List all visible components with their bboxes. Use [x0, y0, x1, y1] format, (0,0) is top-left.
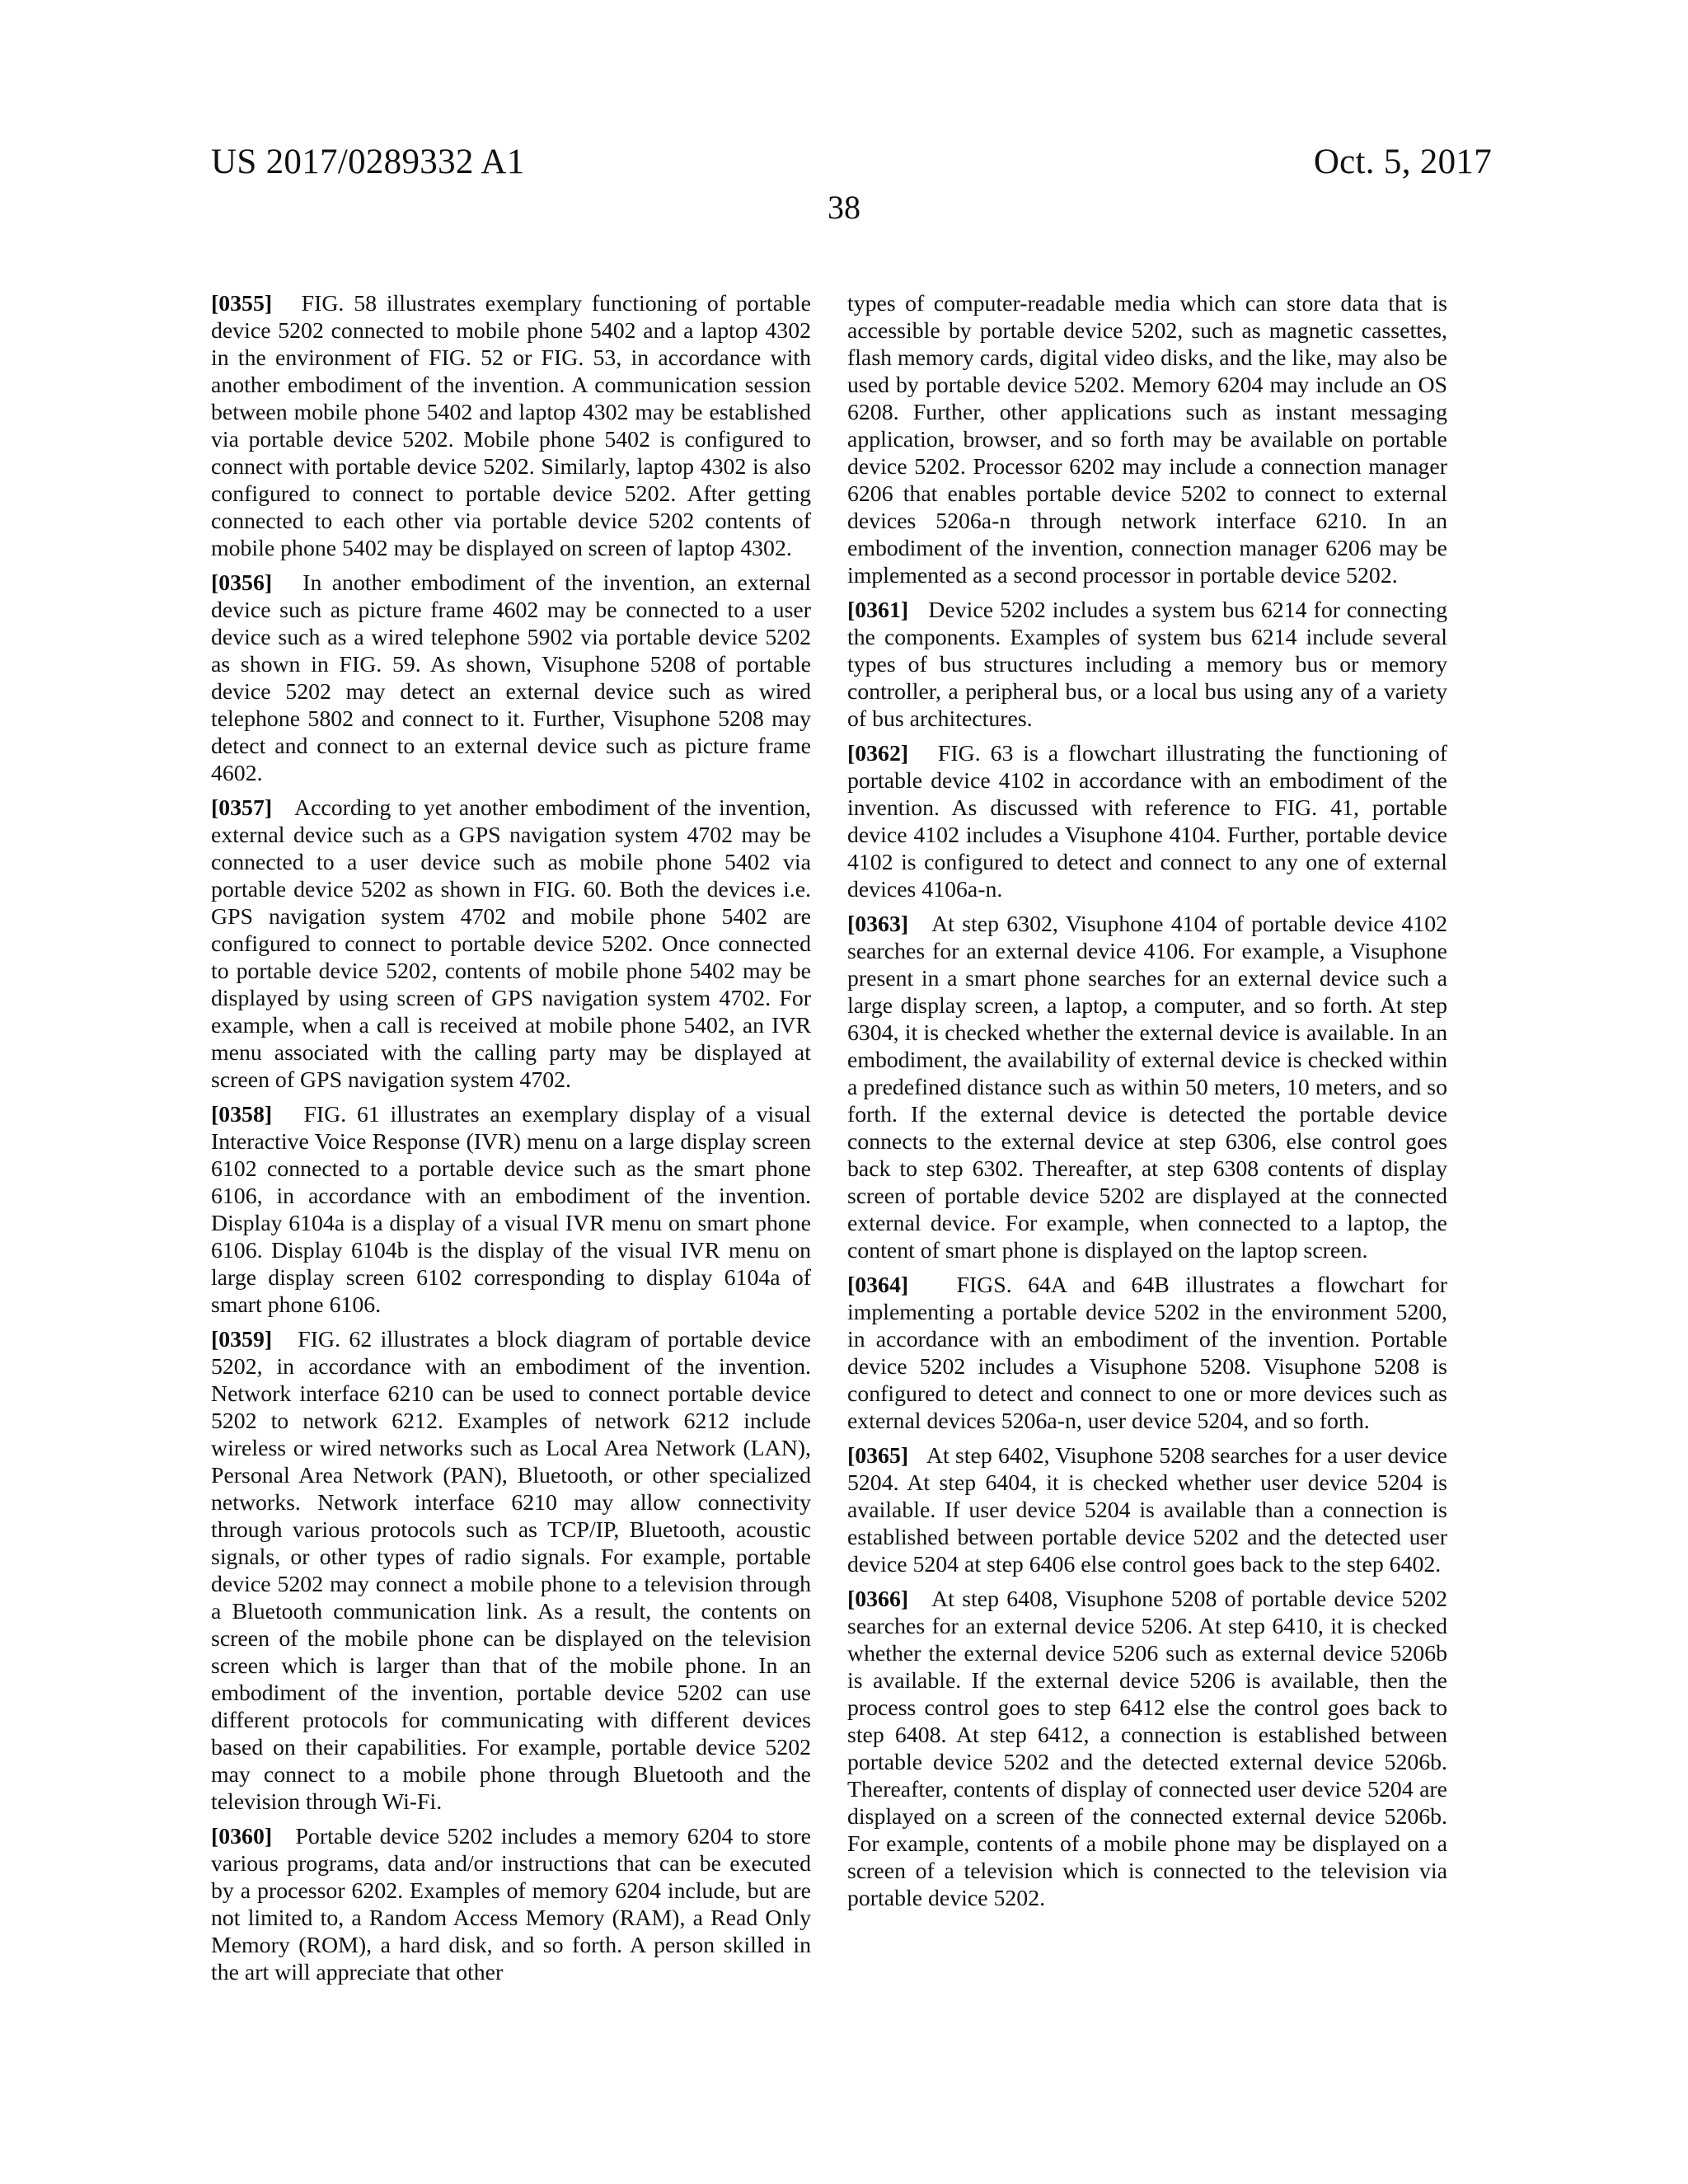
publication-number: US 2017/0289332 A1: [211, 143, 525, 181]
paragraph: [211, 794, 811, 1094]
paragraph-text: FIG. 61 illustrates an exemplary display of a visual Interactive Voice Response (IVR) menu on a large display screen 6102 connected to a portable device such as the smart phone 6106, in accordance with an embodiment of the invention. Display 6104a is a display of a visual IVR menu on smart phone 6106. Display 6104b is the display of the visual IVR menu on large display screen 6102 corresponding to display 6104a of smart phone 6106.: [211, 1102, 811, 1318]
paragraph-text: Portable device 5202 includes a memory 6204 to store various programs, data and/or instructions that can be executed by a processor 6202. Examples of memory 6204 include, but are not limited to, a Random Access Memory (RAM), a Read Only Memory (ROM), a hard disk, and so forth. A person skilled in the art will appreciate that other: [211, 1824, 811, 1985]
paragraph-text: Device 5202 includes a system bus 6214 for connecting the components. Examples of system bus 6214 include several types of bus structures including a memory bus or memory controller, a peripheral bus, or a local bus using any of a variety of bus architectures.: [847, 598, 1447, 732]
paragraph-text: FIGS. 64A and 64B illustrates a flowchart for implementing a portable device 5202 in the environment 5200, in accordance with an embodiment of the invention. Portable device 5202 includes a Visuphone 5208. Visuphone 5208 is configured to detect and connect to one or more devices such as external devices 5206a-n, user device 5204, and so forth.: [847, 1272, 1447, 1434]
paragraph: [211, 1823, 811, 1986]
paragraph-text: At step 6302, Visuphone 4104 of portable device 4102 searches for an external device 4106. For example, a Visuphone present in a smart phone searches for an external device such a large display screen, a laptop, a computer, and so forth. At step 6304, it is checked whether the external device is available. In an embodiment, the availability of external device is checked within a predefined distance such as within 50 meters, 10 meters, and so forth. If the external device is detected the portable device connects to the external device at step 6306, else control goes back to step 6302. Thereafter, at step 6308 contents of display screen of portable device 5202 are displayed at the connected external device. For example, when connected to a laptop, the content of smart phone is displayed on the laptop screen.: [847, 912, 1447, 1263]
page-number: 38: [828, 189, 860, 226]
paragraph-continuation: types of computer-readable media which can store data that is accessible by portable device 5202, such as magnetic cassettes, flash memory cards, digital video disks, and the like, may also be used by portable device 5202. Memory 6204 may include an OS 6208. Further, other applications such as instant messaging application, browser, and so forth may be available on portable device 5202. Processor 6202 may include a connection manager 6206 that enables portable device 5202 to connect to external devices 5206a-n through network interface 6210. In an embodiment of the invention, connection manager 6206 may be implemented as a second processor in portable device 5202.: [847, 291, 1447, 588]
left-column: [211, 290, 811, 1994]
paragraph-number: [0363]: [847, 912, 909, 937]
paragraph-number: [0356]: [211, 570, 273, 596]
paragraph-number: [0360]: [211, 1824, 273, 1849]
paragraph-text: At step 6402, Visuphone 5208 searches for a user device 5204. At step 6404, it is checked whether user device 5204 is available. If user device 5204 is available than a connection is established between portable device 5202 and the detected user device 5204 at step 6406 else control goes back to the step 6402.: [847, 1443, 1447, 1577]
paragraph-number: [0359]: [211, 1327, 273, 1352]
paragraph: [847, 911, 1447, 1264]
paragraph: [211, 569, 811, 787]
paragraph: [211, 290, 811, 562]
paragraph-number: [0355]: [211, 291, 273, 316]
paragraph: [847, 740, 1447, 903]
paragraph: [847, 597, 1447, 733]
paragraph-number: [0365]: [847, 1443, 909, 1469]
paragraph-text: FIG. 62 illustrates a block diagram of portable device 5202, in accordance with an embodiment of the invention. Network interface 6210 can be used to connect portable device 5202 to network 6212. Examples of network 6212 include wireless or wired networks such as Local Area Network (LAN), Personal Area Network (PAN), Bluetooth, or other specialized networks. Network interface 6210 may allow connectivity through various protocols such as TCP/IP, Bluetooth, acoustic signals, or other types of radio signals. For example, portable device 5202 may connect a mobile phone to a television through a Bluetooth communication link. As a result, the contents on screen of the mobile phone can be displayed on the television screen which is larger than that of the mobile phone. In an embodiment of the invention, portable device 5202 can use different protocols for communicating with different devices based on their capabilities. For example, portable device 5202 may connect to a mobile phone through Bluetooth and the television through Wi-Fi.: [211, 1327, 811, 1815]
paragraph: [847, 1586, 1447, 1912]
paragraph-number: [0362]: [847, 741, 909, 766]
paragraph-number: [0361]: [847, 598, 909, 623]
paragraph-text: According to yet another embodiment of the invention, external device such as a GPS navigation system 4702 may be connected to a user device such as mobile phone 5402 via portable device 5202 as shown in FIG. 60. Both the devices i.e. GPS navigation system 4702 and mobile phone 5402 are configured to connect to portable device 5202. Once connected to portable device 5202, contents of mobile phone 5402 may be displayed by using screen of GPS navigation system 4702. For example, when a call is received at mobile phone 5402, an IVR menu associated with the calling party may be displayed at screen of GPS navigation system 4702.: [211, 795, 811, 1093]
paragraph: [847, 1442, 1447, 1578]
paragraph-text: FIG. 58 illustrates exemplary functioning of portable device 5202 connected to mobile phone 5402 and a laptop 4302 in the environment of FIG. 52 or FIG. 53, in accordance with another embodiment of the invention. A communication session between mobile phone 5402 and laptop 4302 may be established via portable device 5202. Mobile phone 5402 is configured to connect with portable device 5202. Similarly, laptop 4302 is also configured to connect to portable device 5202. After getting connected to each other via portable device 5202 contents of mobile phone 5402 may be displayed on screen of laptop 4302.: [211, 291, 811, 561]
paragraph-number: [0364]: [847, 1272, 909, 1298]
paragraph-number: [0358]: [211, 1102, 273, 1127]
paragraph-text: FIG. 63 is a flowchart illustrating the functioning of portable device 4102 in accordance with an embodiment of the invention. As discussed with reference to FIG. 41, portable device 4102 includes a Visuphone 4104. Further, portable device 4102 is configured to detect and connect to any one of external devices 4106a-n.: [847, 741, 1447, 902]
right-column: [847, 290, 1447, 1919]
paragraph-text: In another embodiment of the invention, an external device such as picture frame 4602 may be connected to a user device such as a wired telephone 5902 via portable device 5202 as shown in FIG. 59. As shown, Visuphone 5208 of portable device 5202 may detect an external device such as wired telephone 5802 and connect to it. Further, Visuphone 5208 may detect and connect to an external device such as picture frame 4602.: [211, 570, 811, 786]
paragraph: [847, 1272, 1447, 1435]
paragraph: [211, 1101, 811, 1319]
publication-date: Oct. 5, 2017: [1313, 143, 1492, 181]
paragraph: [211, 1326, 811, 1816]
paragraph-number: [0357]: [211, 795, 273, 821]
paragraph-number: [0366]: [847, 1586, 909, 1612]
paragraph-text: At step 6408, Visuphone 5208 of portable device 5202 searches for an external device 5206. At step 6410, it is checked whether the external device 5206 such as external device 5206b is available. If the external device 5206 is available, then the process control goes to step 6412 else the control goes back to step 6408. At step 6412, a connection is established between portable device 5202 and the detected external device 5206b. Thereafter, contents of display of connected user device 5204 are displayed on a screen of the connected external device 5206b. For example, contents of a mobile phone may be displayed on a screen of a television which is connected to the television via portable device 5202.: [847, 1586, 1447, 1911]
